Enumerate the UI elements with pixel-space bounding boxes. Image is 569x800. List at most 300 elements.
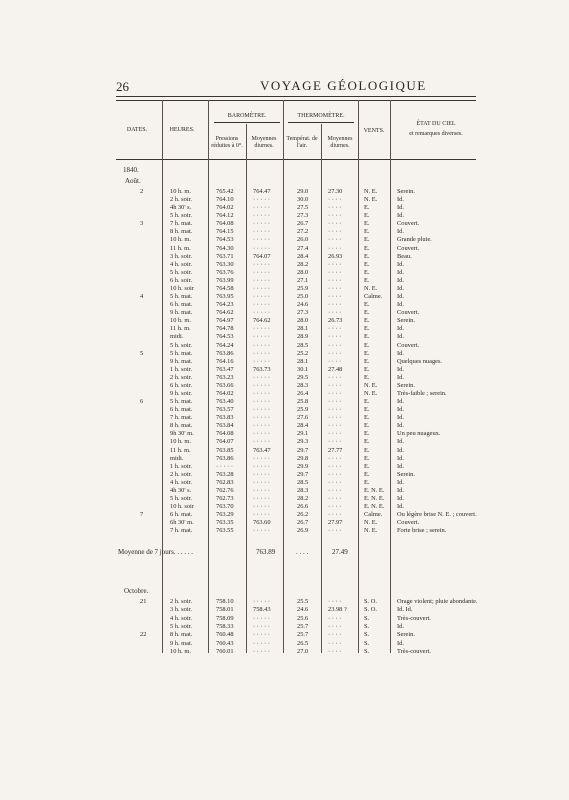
cell-temp: 28.1	[297, 357, 309, 365]
cell-moy-b: · · · · ·	[253, 398, 271, 406]
cell-etat: Serein.	[397, 631, 415, 639]
cell-heure: 1 h. soir.	[170, 462, 193, 470]
cell-moy-b: 764.62	[253, 317, 271, 325]
cell-etat: Couvert.	[397, 244, 420, 252]
cell-pression: 764.97	[216, 317, 234, 325]
cell-temp: 25.9	[297, 406, 309, 414]
cell-heure: 9 h. mat.	[170, 357, 193, 365]
cell-vent: E.	[364, 422, 370, 430]
cell-moy-t: · · · ·	[328, 309, 342, 317]
cell-pression: 763.57	[216, 406, 234, 414]
cell-etat: Forte brise ; serein.	[397, 527, 447, 535]
cell-temp: 25.5	[297, 598, 309, 605]
cell-etat: Id.	[397, 212, 404, 220]
cell-etat: Id.	[397, 503, 404, 511]
cell-moy-b: · · · · ·	[253, 309, 271, 317]
cell-temp: 27.0	[297, 647, 309, 655]
header-etat: ÉTAT DU CIEL	[416, 121, 456, 127]
cell-etat: Quelques nuages.	[397, 357, 443, 365]
header-moyennes-therm: Moyennes diurnes.	[327, 136, 353, 149]
cell-temp: 28.1	[297, 325, 309, 333]
cell-heure: 6 h. mat.	[170, 301, 193, 309]
cell-heure: 5 h. mat.	[170, 398, 193, 406]
cell-pression: 763.35	[216, 519, 234, 527]
cell-etat: Id.	[397, 446, 404, 454]
cell-heure: 7 h. mat.	[170, 414, 193, 422]
cell-vent: E.	[364, 430, 370, 438]
cell-moy-b: 763.47	[253, 446, 271, 454]
cell-etat: Id.	[397, 333, 404, 341]
cell-moy-t: · · · ·	[328, 631, 342, 639]
cell-moy-b: · · · · ·	[253, 244, 271, 252]
cell-heure: 2 h. soir.	[170, 470, 193, 478]
cell-etat: Très-couvert.	[397, 614, 432, 622]
cell-pression: 760.43	[216, 639, 234, 647]
cell-pression: 764.12	[216, 212, 234, 220]
cell-temp: 26.9	[297, 527, 309, 535]
cell-pression: 764.53	[216, 333, 234, 341]
cell-pression: 763.84	[216, 422, 234, 430]
cell-etat: Serein.	[397, 188, 415, 195]
cell-moy-t: · · · ·	[328, 614, 342, 622]
cell-vent: E.	[364, 268, 370, 276]
col-sep-2	[208, 100, 209, 653]
cell-pression: 763.29	[216, 511, 234, 519]
cell-heure: 6 h. soir.	[170, 276, 193, 284]
cell-etat: Couvert.	[397, 220, 420, 228]
cell-moy-b: · · · · ·	[253, 598, 271, 605]
col-sep-4	[283, 100, 284, 653]
header-dates: DATES.	[126, 127, 148, 133]
header-barometre: BAROMÈTRE.	[227, 113, 267, 119]
cell-moy-b: · · · · ·	[253, 422, 271, 430]
cell-vent: E.	[364, 244, 370, 252]
cell-pression: 763.23	[216, 373, 234, 381]
cell-pression: 763.76	[216, 268, 234, 276]
table-header-bottom-rule	[116, 159, 476, 160]
cell-moy-b: · · · · ·	[253, 503, 271, 511]
cell-moy-t: · · · ·	[328, 438, 342, 446]
cell-moy-t: · · · ·	[328, 325, 342, 333]
cell-moy-t: · · · ·	[328, 462, 342, 470]
cell-pression: 763.83	[216, 414, 234, 422]
cell-etat: Serein.	[397, 470, 415, 478]
cell-etat: Couvert.	[397, 341, 420, 349]
cell-moy-t: · · · ·	[328, 236, 342, 244]
cell-temp: 28.0	[297, 268, 309, 276]
cell-vent: E.	[364, 373, 370, 381]
cell-heure: 6 h. mat.	[170, 511, 193, 519]
cell-heure: 6 h. soir.	[170, 381, 193, 389]
cell-vent: E.	[364, 325, 370, 333]
cell-moy-b: · · · · ·	[253, 462, 271, 470]
cell-heure: 2 h. soir.	[170, 598, 193, 605]
cell-heure: 1 h. soir.	[170, 365, 193, 373]
cell-vent: E.	[364, 414, 370, 422]
col-sep-7	[390, 100, 391, 653]
header-remarques: et remarques diverses.	[409, 131, 463, 137]
cell-pression: 764.10	[216, 196, 234, 204]
cell-moy-b: · · · · ·	[253, 204, 271, 212]
cell-heure: 7 h. mat.	[170, 220, 193, 228]
cell-moy-t: · · · ·	[328, 478, 342, 486]
cell-pression: 764.02	[216, 204, 234, 212]
cell-vent: N. E.	[364, 381, 378, 389]
cell-moy-t: · · · ·	[328, 598, 342, 605]
cell-moy-t: · · · ·	[328, 398, 342, 406]
cell-heure: 11 h. m.	[170, 446, 191, 454]
cell-vent: N. E.	[364, 284, 378, 292]
cell-temp: 25.7	[297, 622, 309, 630]
cell-pression: 758.09	[216, 614, 234, 622]
cell-heure: 10 h. m.	[170, 647, 191, 655]
cell-heure: 5 h. soir.	[170, 212, 193, 220]
cell-pression: 764.30	[216, 244, 234, 252]
cell-temp: 29.3	[297, 438, 309, 446]
cell-pression: 763.99	[216, 276, 234, 284]
cell-pression: 763.30	[216, 260, 234, 268]
header-heures: HEURES.	[169, 127, 195, 133]
cell-vent: E.	[364, 478, 370, 486]
cell-heure: 11 h. m.	[170, 325, 191, 333]
cell-date: 7	[140, 511, 144, 519]
cell-moy-b: · · · · ·	[253, 333, 271, 341]
cell-date: 3	[140, 220, 144, 228]
cell-moy-b: · · · · ·	[253, 236, 271, 244]
cell-heure: 5 h. mat.	[170, 349, 193, 357]
cell-temp: 27.6	[297, 414, 309, 422]
cell-heure: 4 h. soir.	[170, 614, 193, 622]
cell-moy-t: · · · ·	[328, 293, 342, 301]
cell-moy-t: 27.48	[328, 365, 343, 373]
cell-moy-b: · · · · ·	[253, 406, 271, 414]
cell-vent: E.	[364, 301, 370, 309]
cell-heure: 2 h. soir.	[170, 196, 193, 204]
cell-temp: 29.7	[297, 446, 309, 454]
cell-pression: · · · · ·	[216, 462, 234, 470]
cell-moy-t: 27.97	[328, 519, 343, 527]
cell-moy-b: · · · · ·	[253, 341, 271, 349]
cell-moy-t: · · · ·	[328, 341, 342, 349]
cell-etat: Id.	[397, 260, 404, 268]
cell-temp: 27.3	[297, 212, 309, 220]
cell-moy-b: · · · · ·	[253, 647, 271, 655]
cell-heure: 5 h. soir.	[170, 341, 193, 349]
cell-moy-t: · · · ·	[328, 495, 342, 503]
cell-vent: E.	[364, 236, 370, 244]
cell-vent: E.	[364, 252, 370, 260]
cell-heure: 5 h. soir.	[170, 268, 193, 276]
cell-etat: Id.	[397, 365, 404, 373]
cell-etat: Serein.	[397, 317, 415, 325]
cell-moy-t: · · · ·	[328, 470, 342, 478]
cell-heure: 10 h. m.	[170, 317, 191, 325]
cell-moy-b: · · · · ·	[253, 276, 271, 284]
cell-pression: 763.86	[216, 454, 234, 462]
cell-heure: 7 h. mat.	[170, 527, 193, 535]
cell-heure: 3 h. soir.	[170, 606, 193, 614]
cell-moy-t: · · · ·	[328, 527, 342, 535]
cell-etat: Id.	[397, 196, 404, 204]
cell-temp: 29.8	[297, 454, 309, 462]
cell-heure: 8 h. mat.	[170, 631, 193, 639]
cell-vent: S. O.	[364, 606, 377, 614]
cell-heure: 5 h. mat.	[170, 293, 193, 301]
cell-moy-t: · · · ·	[328, 212, 342, 220]
cell-moy-t: · · · ·	[328, 357, 342, 365]
cell-heure: 8 h. mat.	[170, 228, 193, 236]
cell-date: 4	[140, 293, 144, 301]
cell-moy-b: · · · · ·	[253, 357, 271, 365]
cell-pression: 764.58	[216, 284, 234, 292]
cell-moy-b: · · · · ·	[253, 220, 271, 228]
cell-pression: 762.76	[216, 486, 234, 494]
cell-vent: S. O.	[364, 598, 377, 605]
cell-etat: Serein.	[397, 381, 415, 389]
cell-pression: 764.53	[216, 236, 234, 244]
cell-temp: 25.8	[297, 398, 309, 406]
cell-vent: E.	[364, 228, 370, 236]
cell-etat: Id.	[397, 422, 404, 430]
page-number: 26	[116, 79, 129, 94]
cell-etat: Id.	[397, 486, 404, 494]
cell-vent: N. E.	[364, 188, 378, 195]
cell-etat: Un peu nuageux.	[397, 430, 441, 438]
cell-pression: 764.07	[216, 438, 234, 446]
cell-etat: Id.	[397, 284, 404, 292]
cell-moy-t: · · · ·	[328, 639, 342, 647]
cell-vent: E.	[364, 276, 370, 284]
cell-temp: 29.0	[297, 188, 309, 195]
cell-heure: 4h 30' s.	[170, 486, 192, 494]
month-october: Octobre.	[124, 587, 149, 595]
cell-etat: Beau.	[397, 252, 412, 260]
cell-heure: 4 h. soir.	[170, 478, 193, 486]
cell-temp: 28.3	[297, 381, 309, 389]
cell-date: 22	[140, 631, 147, 639]
cell-vent: E. N. E.	[364, 486, 385, 494]
mean-label: Moyenne de 7 jours. . . . . .	[118, 548, 194, 556]
cell-heure: 9h 30' m.	[170, 430, 194, 438]
running-title: VOYAGE GÉOLOGIQUE	[260, 78, 427, 93]
cell-moy-b: 764.47	[253, 188, 271, 195]
cell-moy-b: · · · · ·	[253, 527, 271, 535]
cell-date: 5	[140, 349, 144, 357]
cell-moy-b: · · · · ·	[253, 228, 271, 236]
cell-vent: S.	[364, 647, 370, 655]
cell-pression: 763.55	[216, 527, 234, 535]
cell-moy-b: · · · · ·	[253, 622, 271, 630]
cell-moy-t: · · · ·	[328, 349, 342, 357]
cell-temp: 28.4	[297, 252, 309, 260]
cell-pression: 764.62	[216, 309, 234, 317]
cell-temp: 27.2	[297, 228, 309, 236]
cell-pression: 764.78	[216, 325, 234, 333]
cell-vent: E.	[364, 462, 370, 470]
cell-pression: 764.08	[216, 430, 234, 438]
cell-moy-t: · · · ·	[328, 503, 342, 511]
cell-etat: Id.	[397, 373, 404, 381]
cell-temp: 26.7	[297, 519, 309, 527]
cell-date: 6	[140, 398, 144, 406]
cell-etat: Id.	[397, 495, 404, 503]
cell-temp: 28.0	[297, 317, 309, 325]
cell-moy-b: · · · · ·	[253, 349, 271, 357]
cell-etat: Couvert.	[397, 519, 420, 527]
cell-heure: 6h 30' m.	[170, 519, 194, 527]
cell-moy-b: 764.07	[253, 252, 271, 260]
cell-etat: Id.	[397, 204, 404, 212]
cell-heure: 8 h. mat.	[170, 422, 193, 430]
cell-vent: Calme.	[364, 293, 383, 301]
header-pressions: Pressions réduites à 0°.	[211, 136, 243, 149]
cell-heure: midi.	[170, 454, 184, 462]
cell-temp: 28.2	[297, 260, 309, 268]
cell-vent: E.	[364, 349, 370, 357]
cell-moy-t: · · · ·	[328, 622, 342, 630]
col-sep-1	[162, 100, 163, 653]
cell-moy-b: · · · · ·	[253, 381, 271, 389]
cell-moy-t: · · · ·	[328, 268, 342, 276]
cell-pression: 763.40	[216, 398, 234, 406]
table-top-rule	[116, 100, 476, 101]
cell-moy-t: · · · ·	[328, 260, 342, 268]
cell-temp: 26.7	[297, 220, 309, 228]
cell-temp: 30.0	[297, 196, 309, 204]
cell-temp: 29.5	[297, 373, 309, 381]
cell-moy-b: · · · · ·	[253, 284, 271, 292]
cell-moy-b: · · · · ·	[253, 325, 271, 333]
cell-temp: 29.9	[297, 462, 309, 470]
cell-moy-b: · · · · ·	[253, 631, 271, 639]
cell-moy-t: 26.93	[328, 252, 343, 260]
header-temperat: Températ. de l'air.	[286, 136, 318, 149]
cell-vent: E.	[364, 470, 370, 478]
cell-vent: N. E.	[364, 196, 378, 204]
cell-moy-t: · · · ·	[328, 430, 342, 438]
cell-heure: 10 h. soir	[170, 284, 194, 292]
cell-etat: Très-couvert.	[397, 647, 432, 655]
cell-moy-b: · · · · ·	[253, 414, 271, 422]
cell-vent: E.	[364, 341, 370, 349]
cell-heure: 10 h. soir	[170, 503, 194, 511]
cell-pression: 758.01	[216, 606, 234, 614]
cell-temp: 28.5	[297, 478, 309, 486]
cell-moy-t: · · · ·	[328, 276, 342, 284]
cell-vent: E.	[364, 317, 370, 325]
cell-vent: E.	[364, 365, 370, 373]
cell-vent: N. E.	[364, 519, 378, 527]
cell-etat: Id.	[397, 325, 404, 333]
cell-temp: 27.4	[297, 244, 309, 252]
cell-pression: 763.66	[216, 381, 234, 389]
cell-moy-t: · · · ·	[328, 301, 342, 309]
cell-temp: 28.4	[297, 422, 309, 430]
cell-heure: midi.	[170, 333, 184, 341]
cell-moy-t: · · · ·	[328, 228, 342, 236]
cell-pression: 764.23	[216, 301, 234, 309]
cell-pression: 762.83	[216, 478, 234, 486]
cell-heure: 11 h. m.	[170, 244, 191, 252]
header-vents: VENTS.	[363, 128, 385, 134]
cell-pression: 763.95	[216, 293, 234, 301]
cell-etat: Id.	[397, 268, 404, 276]
cell-vent: E.	[364, 220, 370, 228]
header-rule	[116, 96, 476, 97]
header-thermometre: THERMOMÈTRE.	[297, 113, 345, 119]
cell-vent: N. E.	[364, 527, 378, 535]
cell-moy-b: · · · · ·	[253, 438, 271, 446]
cell-date: 21	[140, 598, 147, 605]
cell-etat: Id.	[397, 301, 404, 309]
cell-etat: Grande pluie.	[397, 236, 432, 244]
cell-heure: 10 h. m.	[170, 188, 191, 195]
cell-date: 2	[140, 188, 144, 195]
cell-vent: E.	[364, 446, 370, 454]
cell-moy-t: · · · ·	[328, 486, 342, 494]
cell-moy-t: 27.77	[328, 446, 343, 454]
cell-etat: Id.	[397, 293, 404, 301]
cell-moy-t: · · · ·	[328, 373, 342, 381]
cell-pression: 763.70	[216, 503, 234, 511]
col-sep-3	[246, 124, 247, 653]
cell-moy-t: · · · ·	[328, 454, 342, 462]
cell-moy-t: 23.98 ?	[328, 606, 347, 614]
cell-moy-b: · · · · ·	[253, 511, 271, 519]
cell-pression: 758.33	[216, 622, 234, 630]
cell-moy-b: · · · · ·	[253, 390, 271, 397]
cell-etat: Id.	[397, 414, 404, 422]
cell-etat: Couvert.	[397, 309, 420, 317]
cell-heure: 9 h. soir.	[170, 390, 193, 397]
cell-temp: 24.6	[297, 301, 309, 309]
cell-etat: Id.	[397, 228, 404, 236]
cell-temp: 25.9	[297, 284, 309, 292]
cell-temp: 25.7	[297, 631, 309, 639]
cell-vent: E.	[364, 260, 370, 268]
cell-heure: 3 h. soir.	[170, 252, 193, 260]
cell-vent: E. N. E.	[364, 503, 385, 511]
cell-etat: Id.	[397, 349, 404, 357]
cell-heure: 10 h. m.	[170, 438, 191, 446]
cell-etat: Id.	[397, 398, 404, 406]
cell-etat: Orage violent; pluie abondante.	[397, 598, 478, 605]
cell-heure: 4 h. soir.	[170, 260, 193, 268]
cell-heure: 6 h. mat.	[170, 406, 193, 414]
cell-etat: Id.	[397, 462, 404, 470]
cell-etat: Id.	[397, 406, 404, 414]
cell-vent: E.	[364, 204, 370, 212]
cell-temp: 27.5	[297, 204, 309, 212]
cell-vent: Calme.	[364, 511, 383, 519]
cell-heure: 5 h. soir.	[170, 622, 193, 630]
cell-temp: 27.1	[297, 276, 309, 284]
cell-moy-t: · · · ·	[328, 647, 342, 655]
cell-temp: 25.0	[297, 293, 309, 301]
cell-temp: 26.4	[297, 390, 309, 397]
cell-pression: 763.28	[216, 470, 234, 478]
cell-moy-b: · · · · ·	[253, 470, 271, 478]
cell-moy-t: · · · ·	[328, 220, 342, 228]
cell-temp: 26.2	[297, 511, 309, 519]
cell-temp: 26.6	[297, 503, 309, 511]
cell-moy-t: · · · ·	[328, 390, 342, 397]
mean-temp: 27.49	[332, 548, 348, 556]
cell-pression: 764.24	[216, 341, 234, 349]
cell-moy-b: · · · · ·	[253, 268, 271, 276]
cell-moy-t: · · · ·	[328, 381, 342, 389]
cell-temp: 30.1	[297, 365, 309, 373]
